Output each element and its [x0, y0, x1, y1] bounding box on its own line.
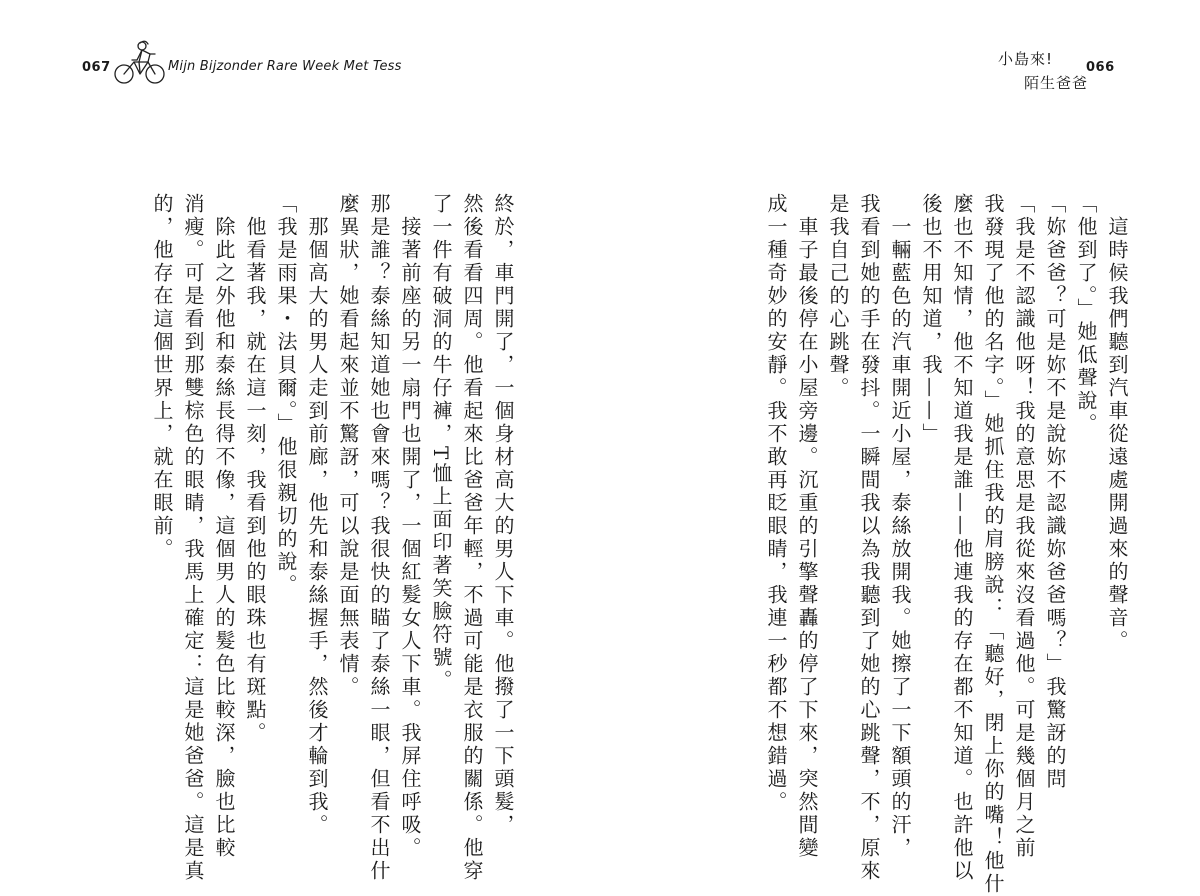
text-column: 我看到她的手在發抖。一瞬間我以為我聽到了她的心跳聲，不，原來	[857, 193, 881, 883]
text-column: 接著前座的另一扇門也開了，一個紅髮女人下車。我屏住呼吸。	[398, 193, 422, 860]
left-page	[0, 0, 600, 883]
text-column: 的，他存在這個世界上，就在眼前。	[150, 193, 174, 561]
text-column: 他看著我，就在這一刻，我看到他的眼珠也有斑點。	[243, 193, 267, 745]
book-title: Mijn Bijzonder Rare Week Met Tess	[168, 59, 402, 74]
series-title-line1: 小島來!	[998, 50, 1054, 68]
text-column: 那個高大的男人走到前廊，他先和泰絲握手，然後才輪到我。	[305, 193, 329, 837]
text-column: 終於，車門開了，一個身材高大的男人下車。他撥了一下頭髮，	[491, 193, 515, 837]
right-page	[600, 0, 1200, 896]
page-number: 066	[1086, 60, 1115, 75]
page-number: 067	[82, 60, 111, 75]
text-column: 然後看看四周。他看起來比爸爸年輕，不過可能是衣服的關係。他穿	[460, 193, 484, 883]
text-column: 後也不用知道，我——」	[919, 193, 943, 446]
vertical-text-body	[80, 193, 518, 883]
text-column: 一輛藍色的汽車開近小屋，泰絲放開我。她擦了一下額頭的汗，	[888, 193, 912, 860]
vertical-text-body	[683, 193, 1132, 896]
text-column: 了一件有破洞的牛仔褲，T恤上面印著笑臉符號。	[429, 193, 453, 693]
cyclist-icon	[112, 38, 168, 86]
text-column: 「我是雨果・法貝爾。」他很親切的說。	[274, 193, 298, 597]
text-column: 「我是不認識他呀！我的意思是我從來沒看過他。可是幾個月之前	[1012, 193, 1036, 860]
series-title	[998, 48, 1089, 104]
text-column: 這時候我們聽到汽車從遠處開過來的聲音。	[1105, 193, 1129, 653]
text-column: 麼異狀，她看起來並不驚訝，可以說是面無表情。	[336, 193, 360, 699]
text-column: 「他到了。」她低聲說。	[1074, 193, 1098, 436]
text-column: 車子最後停在小屋旁邊。沉重的引擎聲轟的停了下來，突然間變	[795, 193, 819, 860]
text-column: 「妳爸爸？可是妳不是說妳不認識妳爸爸嗎？」我驚訝的問	[1043, 193, 1067, 791]
text-column: 是我自己的心跳聲。	[826, 193, 850, 400]
text-column: 那是誰？泰絲知道她也會來嗎？我很快的瞄了泰絲一眼，但看不出什	[367, 193, 391, 883]
text-column: 麼也不知情，他不知道我是誰——他連我的存在都不知道。也許他以	[950, 193, 974, 883]
text-column: 消瘦。可是看到那雙棕色的眼睛，我馬上確定：這是她爸爸。這是真	[181, 193, 205, 883]
text-column: 成一種奇妙的安靜。我不敢再眨眼睛，我連一秒都不想錯過。	[764, 193, 788, 814]
text-column: 我發現了他的名字。」她抓住我的肩膀說：「聽好，閉上你的嘴！他什	[981, 193, 1005, 896]
text-column: 除此之外他和泰絲長得不像，這個男人的髮色比較深，臉也比較	[212, 193, 236, 860]
series-title-line2: 陌生爸爸	[1024, 74, 1089, 92]
